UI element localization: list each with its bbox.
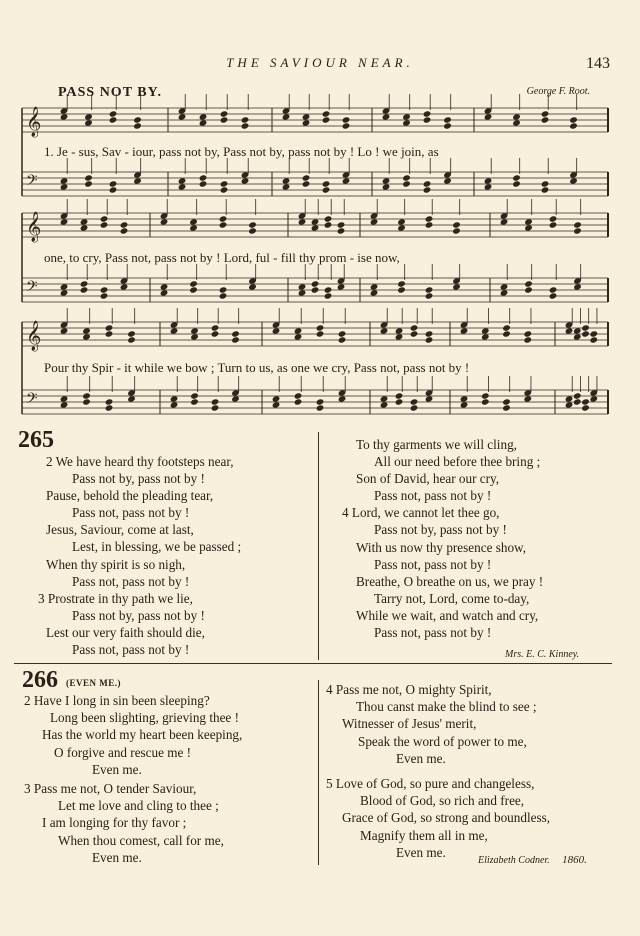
notehead: [316, 404, 325, 411]
notehead: [395, 398, 404, 405]
notehead: [410, 324, 419, 331]
bass-clef-icon: 𝄢: [26, 278, 38, 299]
notehead: [231, 330, 240, 337]
notehead: [60, 327, 69, 334]
verse-line: Pass not by, pass not by !: [72, 607, 205, 623]
notehead: [82, 392, 91, 399]
notehead: [160, 218, 169, 225]
notehead: [190, 398, 199, 405]
notehead: [443, 177, 452, 184]
notehead: [338, 336, 347, 343]
notehead: [80, 218, 89, 225]
notehead: [298, 218, 307, 225]
notehead: [549, 286, 558, 293]
verse-line: 4 Lord, we cannot let thee go,: [342, 505, 500, 521]
page-number: 143: [586, 55, 610, 72]
notehead: [402, 174, 411, 181]
notehead: [382, 177, 391, 184]
notehead: [302, 180, 311, 187]
notehead: [524, 218, 533, 225]
notehead: [133, 116, 142, 123]
notehead: [219, 221, 228, 228]
notehead: [573, 221, 582, 228]
treble-clef-icon: 𝄞: [26, 321, 42, 351]
verse-line: Breathe, O breathe on us, we pray !: [356, 573, 544, 589]
notehead: [105, 398, 114, 405]
notehead: [190, 392, 199, 399]
verse-line: Even me.: [396, 844, 446, 860]
notehead: [573, 398, 582, 405]
notehead: [109, 116, 118, 123]
notehead: [541, 180, 550, 187]
notehead: [178, 177, 187, 184]
verse-line: Pass not by, pass not by !: [374, 522, 507, 538]
notehead: [549, 221, 558, 228]
notehead: [109, 110, 118, 117]
notehead: [395, 333, 404, 340]
verse-line: Let me love and cling to thee ;: [58, 798, 219, 814]
notehead: [127, 330, 136, 337]
notehead: [581, 324, 590, 331]
notehead: [524, 224, 533, 231]
notehead: [569, 177, 578, 184]
notehead: [127, 336, 136, 343]
notehead: [573, 283, 582, 290]
notehead: [589, 330, 598, 337]
notehead: [342, 122, 351, 129]
notehead: [573, 333, 582, 340]
notehead: [569, 116, 578, 123]
notehead: [425, 292, 434, 299]
notehead: [199, 113, 208, 120]
notehead: [523, 395, 532, 402]
notehead: [248, 227, 257, 234]
notehead: [302, 119, 311, 126]
notehead: [452, 283, 461, 290]
notehead: [199, 174, 208, 181]
notehead: [311, 218, 320, 225]
notehead: [549, 292, 558, 299]
verse-line: While we wait, and watch and cry,: [356, 607, 539, 623]
notehead: [589, 336, 598, 343]
notehead: [524, 286, 533, 293]
notehead: [311, 286, 320, 293]
notehead: [397, 286, 406, 293]
notehead: [512, 113, 521, 120]
notehead: [80, 280, 89, 287]
notehead: [100, 215, 109, 222]
notehead: [302, 174, 311, 181]
notehead: [324, 286, 333, 293]
notehead: [60, 395, 69, 402]
music-lyric-line-3: Pour thy Spir - it while we bow ; Turn to us, as one we cry, Pass not, pass not by !: [44, 360, 470, 375]
notehead: [397, 218, 406, 225]
verse-line: Pass not, pass not by !: [374, 488, 492, 504]
verse-line: 4 Pass me not, O mighty Spirit,: [326, 682, 492, 697]
notehead: [211, 404, 220, 411]
verse-line: To thy garments we will cling,: [356, 437, 517, 452]
notehead: [581, 398, 590, 405]
notehead: [241, 116, 250, 123]
notehead: [460, 401, 469, 408]
notehead: [211, 330, 220, 337]
notehead: [60, 218, 69, 225]
notehead: [322, 110, 331, 117]
notehead: [484, 113, 493, 120]
notehead: [189, 286, 198, 293]
notehead: [512, 174, 521, 181]
verse-line: Even me.: [92, 761, 142, 777]
notehead: [324, 221, 333, 228]
notehead: [484, 183, 493, 190]
notehead: [133, 177, 142, 184]
notehead: [100, 221, 109, 228]
notehead: [573, 327, 582, 334]
tune-name: PASS NOT BY.: [58, 85, 162, 100]
hymn-265-left-column: [38, 453, 242, 658]
verse-line: Lest, in blessing, we be passed ;: [72, 539, 242, 555]
notehead: [502, 324, 511, 331]
verse-line: Magnify them all in me,: [360, 827, 488, 843]
running-header: THE SAVIOUR NEAR.: [226, 55, 414, 70]
notehead: [211, 324, 220, 331]
notehead: [316, 330, 325, 337]
hymn-number-266: 266: [22, 667, 58, 693]
notehead: [342, 116, 351, 123]
notehead: [105, 324, 114, 331]
notehead: [380, 401, 389, 408]
notehead: [178, 113, 187, 120]
verse-line: Thou canst make the blind to see ;: [356, 699, 537, 715]
notehead: [160, 289, 169, 296]
notehead: [524, 280, 533, 287]
verse-line: With us now thy presence show,: [356, 539, 527, 555]
verse-line: Son of David, hear our cry,: [356, 471, 500, 487]
notehead: [282, 183, 291, 190]
notehead: [170, 395, 179, 402]
verse-line: Pass not, pass not by !: [72, 642, 190, 658]
column-divider: [318, 680, 319, 865]
notehead: [573, 227, 582, 234]
notehead: [425, 215, 434, 222]
notehead: [298, 289, 307, 296]
verse-line: O forgive and rescue me !: [54, 744, 192, 760]
notehead: [211, 398, 220, 405]
notehead: [337, 283, 346, 290]
author-name: Elizabeth Codner.: [478, 855, 550, 866]
notehead: [160, 283, 169, 290]
notehead: [484, 177, 493, 184]
notehead: [581, 404, 590, 411]
hymn-265-attribution: Mrs. E. C. Kinney.: [505, 649, 580, 660]
notehead: [541, 110, 550, 117]
tune-note: (EVEN ME.): [66, 678, 121, 689]
notehead: [324, 292, 333, 299]
notehead: [410, 330, 419, 337]
notehead: [443, 122, 452, 129]
notehead: [219, 286, 228, 293]
notehead: [109, 180, 118, 187]
notehead: [82, 327, 91, 334]
notehead: [80, 286, 89, 293]
notehead: [338, 330, 347, 337]
notehead: [219, 215, 228, 222]
notehead: [241, 122, 250, 129]
notehead: [84, 113, 93, 120]
notehead: [397, 280, 406, 287]
notehead: [382, 113, 391, 120]
notehead: [589, 395, 598, 402]
verse-line: Has the world my heart been keeping,: [42, 727, 243, 743]
notehead: [80, 224, 89, 231]
notehead: [481, 398, 490, 405]
notehead: [316, 398, 325, 405]
notehead: [84, 119, 93, 126]
notehead: [397, 224, 406, 231]
notehead: [100, 286, 109, 293]
notehead: [84, 174, 93, 181]
author-year: 1860.: [562, 854, 587, 866]
notehead: [189, 218, 198, 225]
section-divider: [14, 663, 612, 664]
verse-line: 2 We have heard thy footsteps near,: [46, 454, 234, 469]
verse-line: 2 Have I long in sin been sleeping?: [24, 693, 210, 708]
notehead: [425, 336, 434, 343]
notehead: [481, 327, 490, 334]
notehead: [60, 177, 69, 184]
hymn-266-right-column: [326, 681, 550, 861]
notehead: [342, 177, 351, 184]
notehead: [370, 283, 379, 290]
notehead: [316, 324, 325, 331]
notehead: [322, 116, 331, 123]
notehead: [402, 113, 411, 120]
notehead: [272, 401, 281, 408]
hymn-number-265: 265: [18, 427, 54, 453]
notehead: [337, 221, 346, 228]
verse-line: Long been slighting, grieving thee !: [50, 710, 239, 726]
notehead: [120, 283, 129, 290]
music-lyric-line-1: 1. Je - sus, Sav - iour, pass not by, Pass not by, pass not by ! Lo ! we join, as: [44, 144, 439, 159]
notehead: [178, 183, 187, 190]
notehead: [402, 119, 411, 126]
notehead: [500, 289, 509, 296]
verse-line: Speak the word of power to me,: [358, 733, 527, 749]
notehead: [425, 330, 434, 337]
notehead: [425, 221, 434, 228]
notehead: [452, 227, 461, 234]
notehead: [380, 327, 389, 334]
notehead: [460, 395, 469, 402]
verse-line: I am longing for thy favor ;: [42, 815, 187, 831]
verse-line: Grace of God, so strong and boundless,: [342, 810, 551, 826]
notehead: [282, 177, 291, 184]
notehead: [502, 404, 511, 411]
notehead: [395, 327, 404, 334]
notehead: [199, 180, 208, 187]
notehead: [565, 395, 574, 402]
verse-line: Pass not, pass not by !: [72, 573, 190, 589]
notehead: [410, 398, 419, 405]
notehead: [523, 330, 532, 337]
notehead: [337, 227, 346, 234]
notehead: [199, 119, 208, 126]
verse-line: 3 Prostrate in thy path we lie,: [38, 590, 193, 606]
verse-line: Pause, behold the pleading tear,: [46, 488, 214, 504]
notehead: [272, 327, 281, 334]
notehead: [120, 221, 129, 228]
notehead: [382, 183, 391, 190]
notehead: [311, 280, 320, 287]
verse-line: Even me.: [396, 750, 446, 766]
notehead: [410, 404, 419, 411]
bass-clef-icon: 𝄢: [26, 172, 38, 193]
notehead: [60, 289, 69, 296]
hymn-266-attribution: [478, 854, 587, 866]
notehead: [60, 183, 69, 190]
bass-clef-icon: 𝄢: [26, 390, 38, 411]
notehead: [523, 336, 532, 343]
notehead: [190, 327, 199, 334]
notehead: [481, 333, 490, 340]
notehead: [105, 404, 114, 411]
notehead: [502, 330, 511, 337]
notehead: [380, 395, 389, 402]
notehead: [423, 186, 432, 193]
notehead: [220, 116, 229, 123]
notehead: [338, 395, 347, 402]
notehead: [189, 280, 198, 287]
notehead: [82, 333, 91, 340]
notehead: [282, 113, 291, 120]
notehead: [84, 180, 93, 187]
verse-line: Blood of God, so rich and free,: [360, 793, 525, 809]
verse-line: When thy spirit is so nigh,: [46, 556, 186, 572]
notehead: [82, 398, 91, 405]
notehead: [395, 392, 404, 399]
notehead: [443, 116, 452, 123]
verse-line: Witnesser of Jesus' merit,: [342, 716, 477, 732]
hymn-266-heading: [22, 667, 121, 694]
notehead: [220, 180, 229, 187]
notehead: [105, 330, 114, 337]
hymn-265-right-column: [342, 436, 544, 641]
composer: George F. Root.: [526, 86, 590, 97]
notehead: [425, 395, 434, 402]
notehead: [581, 330, 590, 337]
notehead: [60, 113, 69, 120]
notehead: [127, 395, 136, 402]
treble-clef-icon: 𝄞: [26, 107, 42, 137]
notehead: [60, 401, 69, 408]
notehead: [219, 292, 228, 299]
notehead: [500, 283, 509, 290]
notehead: [502, 398, 511, 405]
notehead: [120, 227, 129, 234]
notehead: [425, 286, 434, 293]
notehead: [109, 186, 118, 193]
notehead: [541, 186, 550, 193]
notehead: [324, 215, 333, 222]
notehead: [452, 221, 461, 228]
notehead: [294, 392, 303, 399]
verse-line: Pass not, pass not by !: [72, 505, 190, 521]
notehead: [370, 218, 379, 225]
notehead: [241, 177, 250, 184]
notehead: [294, 398, 303, 405]
notehead: [370, 289, 379, 296]
notehead: [220, 186, 229, 193]
verse-line: 3 Pass me not, O tender Saviour,: [24, 781, 197, 797]
notehead: [248, 221, 257, 228]
notehead: [298, 283, 307, 290]
verse-line: All our need before thee bring ;: [374, 454, 541, 470]
notehead: [322, 180, 331, 187]
verse-line: Pass not, pass not by !: [374, 556, 492, 572]
column-divider: [318, 432, 319, 660]
notehead: [512, 180, 521, 187]
notehead: [100, 292, 109, 299]
verse-line: Pass not, pass not by !: [374, 625, 492, 641]
music-lyric-line-2: one, to cry, Pass not, pass not by ! Lord, ful - fill thy prom - ise now,: [44, 250, 400, 265]
treble-clef-icon: 𝄞: [26, 212, 42, 242]
notehead: [423, 110, 432, 117]
notehead: [133, 122, 142, 129]
verse-line: When thou comest, call for me,: [58, 832, 224, 848]
verse-line: Lest our very faith should die,: [46, 624, 205, 640]
notehead: [272, 395, 281, 402]
verse-line: Jesus, Saviour, come at last,: [46, 522, 194, 538]
notehead: [294, 327, 303, 334]
notehead: [402, 180, 411, 187]
notehead: [569, 122, 578, 129]
notehead: [170, 401, 179, 408]
verse-line: Even me.: [92, 849, 142, 865]
notehead: [189, 224, 198, 231]
verse-line: 5 Love of God, so pure and changeless,: [326, 776, 535, 792]
notehead: [541, 116, 550, 123]
notehead: [500, 218, 509, 225]
notehead: [220, 110, 229, 117]
notehead: [60, 283, 69, 290]
notehead: [565, 401, 574, 408]
notehead: [481, 392, 490, 399]
notehead: [231, 336, 240, 343]
notehead: [302, 113, 311, 120]
notehead: [549, 215, 558, 222]
notehead: [190, 333, 199, 340]
notehead: [423, 116, 432, 123]
verse-line: Tarry not, Lord, come to-day,: [374, 590, 530, 606]
hymn-266-left-column: [24, 692, 242, 866]
verse-line: Pass not by, pass not by !: [72, 471, 205, 487]
notehead: [512, 119, 521, 126]
notehead: [170, 327, 179, 334]
notehead: [460, 327, 469, 334]
notehead: [423, 180, 432, 187]
notehead: [311, 224, 320, 231]
notehead: [322, 186, 331, 193]
notehead: [294, 333, 303, 340]
notehead: [565, 327, 574, 334]
notehead: [573, 392, 582, 399]
notehead: [231, 395, 240, 402]
notehead: [248, 283, 257, 290]
